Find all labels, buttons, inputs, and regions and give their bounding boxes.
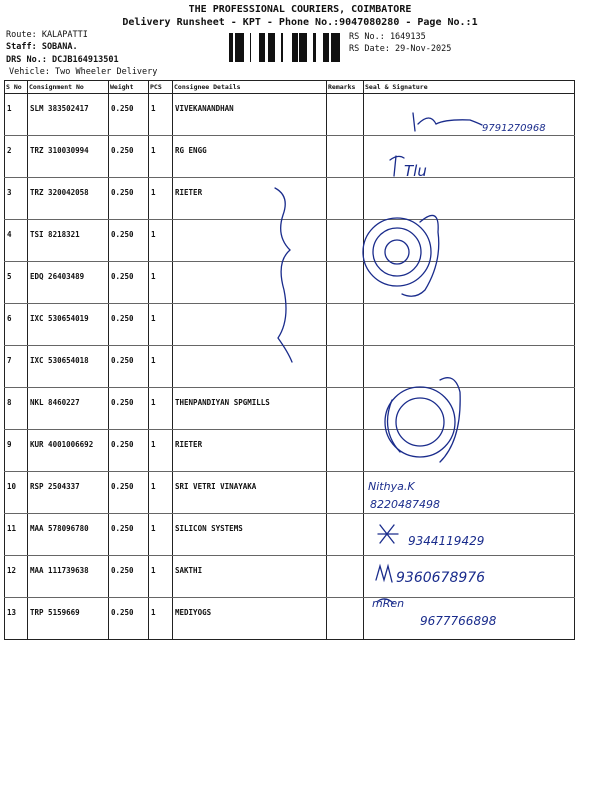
table-row	[5, 262, 575, 304]
table-row	[5, 94, 575, 136]
cell-pcs: 1	[149, 304, 173, 346]
cell-weight: 0.250	[109, 220, 149, 262]
cell-pcs: 1	[149, 94, 173, 136]
cell-seal-signature	[364, 598, 575, 640]
cell-consignee: SRI VETRI VINAYAKA	[173, 472, 327, 514]
cell-sno: 3	[5, 178, 28, 220]
cell-seal-signature	[364, 472, 575, 514]
cell-pcs: 1	[149, 388, 173, 430]
table-row	[5, 388, 575, 430]
cell-seal-signature	[364, 304, 575, 346]
cell-weight: 0.250	[109, 346, 149, 388]
cell-consignment: RSP 2504337	[28, 472, 109, 514]
cell-consignee: RIETER	[173, 430, 327, 472]
cell-consignment: SLM 383502417	[28, 94, 109, 136]
cell-pcs: 1	[149, 472, 173, 514]
header-weight: Weight	[109, 81, 149, 94]
cell-consignment: IXC 530654019	[28, 304, 109, 346]
cell-weight: 0.250	[109, 514, 149, 556]
cell-consignment: TRZ 310030994	[28, 136, 109, 178]
cell-seal-signature	[364, 346, 575, 388]
cell-consignee: SAKTHI	[173, 556, 327, 598]
cell-remarks	[327, 514, 364, 556]
cell-pcs: 1	[149, 262, 173, 304]
cell-consignee: THENPANDIYAN SPGMILLS	[173, 388, 327, 430]
cell-consignment: TRP 5159669	[28, 598, 109, 640]
cell-remarks	[327, 388, 364, 430]
handwritten-signature-row-13: mRen	[372, 597, 405, 610]
cell-consignment: KUR 4001006692	[28, 430, 109, 472]
header-seal-signature: Seal & Signature	[364, 81, 575, 94]
cell-remarks	[327, 346, 364, 388]
cell-consignee: VIVEKANANDHAN	[173, 94, 327, 136]
cell-sno: 10	[5, 472, 28, 514]
table-row	[5, 514, 575, 556]
cell-pcs: 1	[149, 556, 173, 598]
cell-remarks	[327, 304, 364, 346]
cell-seal-signature	[364, 220, 575, 262]
table-row	[5, 598, 575, 640]
header-sno: S No	[5, 81, 28, 94]
cell-sno: 2	[5, 136, 28, 178]
cell-seal-signature	[364, 262, 575, 304]
table-row	[5, 346, 575, 388]
cell-consignee: MEDIYOGS	[173, 598, 327, 640]
cell-weight: 0.250	[109, 262, 149, 304]
cell-seal-signature	[364, 556, 575, 598]
cell-weight: 0.250	[109, 94, 149, 136]
handwritten-signature-row-2: Tlu	[404, 162, 427, 180]
handwritten-phone-row-10: 8220487498	[370, 498, 440, 511]
cell-pcs: 1	[149, 598, 173, 640]
cell-sno: 4	[5, 220, 28, 262]
cell-consignee: SILICON SYSTEMS	[173, 514, 327, 556]
handwritten-phone-row-11: 9344119429	[408, 534, 485, 548]
cell-consignment: TSI 8218321	[28, 220, 109, 262]
cell-sno: 6	[5, 304, 28, 346]
table-row	[5, 472, 575, 514]
cell-consignee	[173, 220, 327, 262]
company-title: THE PROFESSIONAL COURIERS, COIMBATORE	[188, 4, 412, 15]
table-row	[5, 430, 575, 472]
cell-pcs: 1	[149, 136, 173, 178]
table-header-row	[5, 81, 575, 94]
cell-consignee: RIETER	[173, 178, 327, 220]
cell-pcs: 1	[149, 220, 173, 262]
route-text: Route: KALAPATTI	[6, 30, 88, 40]
cell-consignee	[173, 304, 327, 346]
cell-remarks	[327, 430, 364, 472]
cell-pcs: 1	[149, 346, 173, 388]
table-row	[5, 220, 575, 262]
cell-seal-signature	[364, 178, 575, 220]
cell-weight: 0.250	[109, 178, 149, 220]
cell-sno: 7	[5, 346, 28, 388]
cell-sno: 1	[5, 94, 28, 136]
cell-remarks	[327, 220, 364, 262]
cell-sno: 9	[5, 430, 28, 472]
cell-consignment: IXC 530654018	[28, 346, 109, 388]
handwritten-phone-row-13: 9677766898	[420, 614, 497, 628]
header-consignment: Consignment No	[28, 81, 109, 94]
handwritten-phone-row-12: 9360678976	[396, 570, 486, 586]
table-row	[5, 556, 575, 598]
cell-remarks	[327, 94, 364, 136]
cell-consignment: MAA 111739638	[28, 556, 109, 598]
cell-remarks	[327, 598, 364, 640]
runsheet-table	[4, 80, 575, 640]
cell-consignment: TRZ 320042058	[28, 178, 109, 220]
header-pcs: PCS	[149, 81, 173, 94]
barcode	[229, 33, 346, 62]
cell-seal-signature	[364, 136, 575, 178]
cell-consignee	[173, 262, 327, 304]
runsheet-title: Delivery Runsheet - KPT - Phone No.:9047080280 - Page No.:1	[122, 17, 478, 28]
cell-consignment: EDQ 26403489	[28, 262, 109, 304]
header-remarks: Remarks	[327, 81, 364, 94]
cell-consignee	[173, 346, 327, 388]
cell-seal-signature	[364, 94, 575, 136]
cell-remarks	[327, 262, 364, 304]
staff-text: Staff: SOBANA.	[6, 42, 78, 52]
cell-sno: 13	[5, 598, 28, 640]
table-row	[5, 304, 575, 346]
cell-pcs: 1	[149, 514, 173, 556]
vehicle-text: Vehicle: Two Wheeler Delivery	[9, 67, 158, 77]
cell-seal-signature	[364, 388, 575, 430]
header-consignee: Consignee Details	[173, 81, 327, 94]
cell-weight: 0.250	[109, 472, 149, 514]
cell-seal-signature	[364, 514, 575, 556]
cell-remarks	[327, 178, 364, 220]
cell-sno: 5	[5, 262, 28, 304]
cell-weight: 0.250	[109, 136, 149, 178]
cell-weight: 0.250	[109, 430, 149, 472]
rs-date: RS Date: 29-Nov-2025	[349, 44, 452, 54]
cell-remarks	[327, 472, 364, 514]
cell-consignee: RG ENGG	[173, 136, 327, 178]
handwritten-phone-row-1: 9791270968	[482, 123, 546, 134]
cell-remarks	[327, 136, 364, 178]
cell-weight: 0.250	[109, 388, 149, 430]
handwritten-name-row-10: Nithya.K	[368, 480, 415, 493]
cell-sno: 12	[5, 556, 28, 598]
cell-sno: 8	[5, 388, 28, 430]
cell-seal-signature	[364, 430, 575, 472]
drs-number: DRS No.: DCJB164913501	[6, 55, 119, 65]
cell-weight: 0.250	[109, 556, 149, 598]
cell-consignment: NKL 8460227	[28, 388, 109, 430]
cell-weight: 0.250	[109, 598, 149, 640]
table-row	[5, 178, 575, 220]
cell-remarks	[327, 556, 364, 598]
cell-weight: 0.250	[109, 304, 149, 346]
cell-consignment: MAA 578096780	[28, 514, 109, 556]
cell-pcs: 1	[149, 178, 173, 220]
cell-sno: 11	[5, 514, 28, 556]
rs-number: RS No.: 1649135	[349, 32, 426, 42]
cell-pcs: 1	[149, 430, 173, 472]
table-row	[5, 136, 575, 178]
